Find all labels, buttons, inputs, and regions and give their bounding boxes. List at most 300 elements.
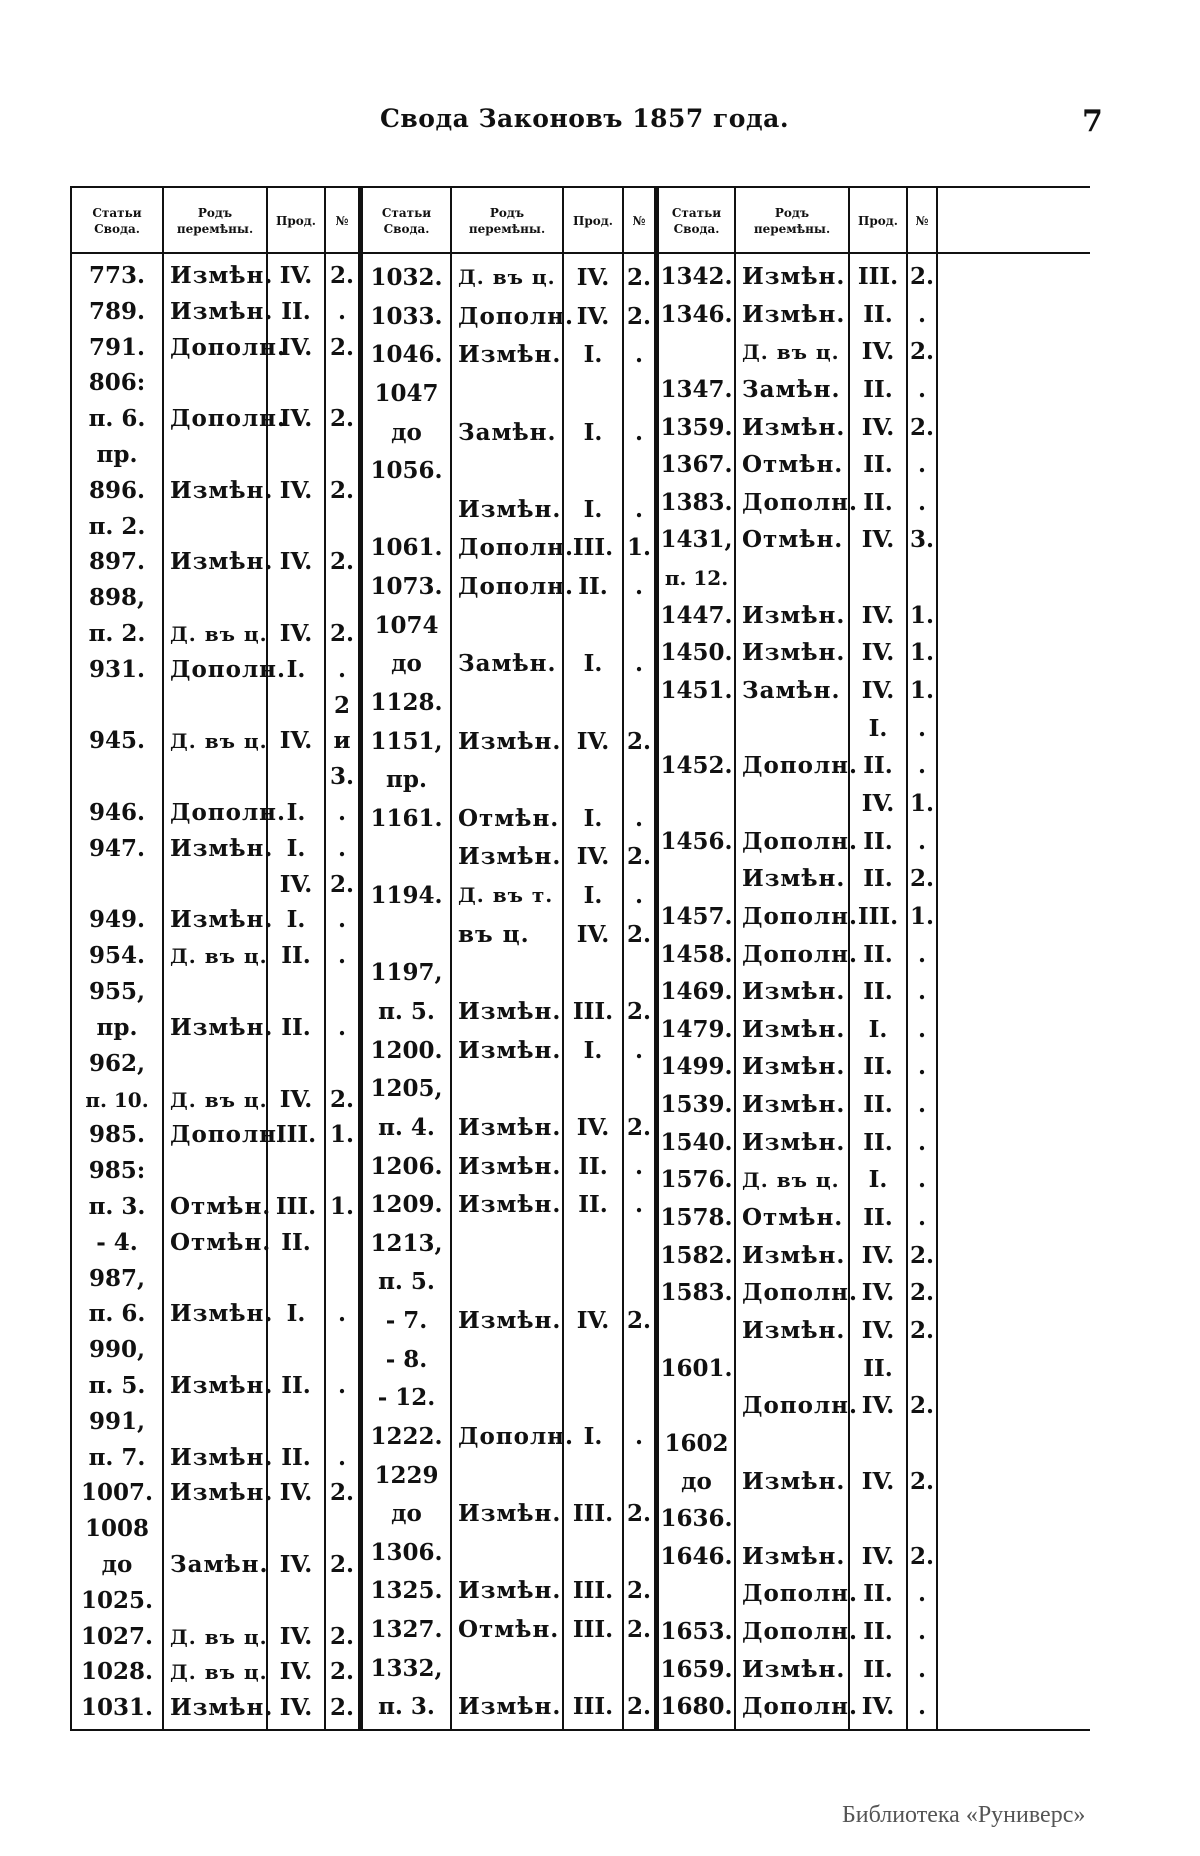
- article-number: п. 12.: [664, 566, 729, 590]
- item-number: 2.: [329, 620, 354, 647]
- article-number: п. 2.: [88, 513, 146, 540]
- section-number: IV.: [279, 1086, 313, 1113]
- item-number: 2.: [626, 728, 651, 755]
- item-number: [326, 974, 358, 1010]
- article-number: [363, 490, 450, 529]
- change-type: Дополн.: [170, 405, 287, 432]
- article-number: 949.: [88, 906, 146, 933]
- section-number: IV.: [279, 727, 313, 754]
- item-number: [624, 760, 654, 799]
- change-type: [164, 688, 266, 724]
- article-number: 773.: [88, 262, 146, 289]
- section-number: IV.: [279, 1551, 313, 1578]
- change-type: Д. въ ц.: [170, 729, 268, 753]
- section-number: II.: [863, 828, 893, 855]
- change-type: [164, 1583, 266, 1619]
- item-number: 2.: [909, 338, 934, 365]
- change-type: Измѣн.: [458, 341, 562, 368]
- change-type: Измѣн.: [170, 906, 274, 933]
- article-number: 1046.: [370, 341, 443, 368]
- article-number: 1206.: [370, 1153, 443, 1180]
- item-number: 2.: [329, 334, 354, 361]
- item-number: [326, 1225, 358, 1261]
- change-type: Замѣн.: [458, 419, 557, 446]
- article-number: - 7.: [385, 1307, 428, 1334]
- header-art-1: Статьи Свода.: [92, 206, 142, 236]
- change-type: [452, 374, 562, 413]
- section-number: [564, 1533, 622, 1572]
- article-number: 1469.: [660, 978, 733, 1005]
- article-number: 1008: [84, 1515, 149, 1542]
- change-type: Измѣн.: [170, 298, 274, 325]
- change-type: [164, 1332, 266, 1368]
- section-number: IV.: [861, 790, 895, 817]
- article-number: 1007.: [80, 1479, 154, 1506]
- article-number: 1025.: [80, 1587, 154, 1614]
- item-number: .: [337, 1014, 346, 1041]
- change-type: [452, 683, 562, 722]
- change-type: Дополн.: [458, 1423, 575, 1450]
- change-type: Измѣн.: [458, 1577, 562, 1604]
- article-number: 945.: [88, 727, 146, 754]
- article-number: 1327.: [370, 1616, 443, 1643]
- item-number: 2.: [626, 921, 651, 948]
- change-type: Измѣн.: [170, 262, 274, 289]
- section-number: [268, 974, 324, 1010]
- article-number: [72, 759, 162, 795]
- section-number: IV.: [861, 526, 895, 553]
- section-number: [564, 374, 622, 413]
- item-number: 2.: [909, 414, 934, 441]
- article-number: 1583.: [660, 1279, 733, 1306]
- item-number: [624, 1533, 654, 1572]
- article-number: 1540.: [660, 1129, 733, 1156]
- article-number: 1659.: [660, 1656, 733, 1683]
- item-number: .: [337, 835, 346, 862]
- article-number: 1346.: [660, 301, 733, 328]
- section-number: IV.: [279, 405, 313, 432]
- article-number: 806:: [88, 369, 146, 396]
- item-number: [326, 1332, 358, 1368]
- section-number: II.: [863, 752, 893, 779]
- section-number: II.: [863, 1618, 893, 1645]
- section-number: [564, 683, 622, 722]
- section-number: [268, 509, 324, 545]
- article-number: [72, 688, 162, 724]
- change-type: Измѣн.: [742, 1317, 846, 1344]
- article-number: [659, 710, 734, 748]
- change-type: [736, 1350, 848, 1388]
- article-number: 791.: [88, 334, 146, 361]
- article-number: 1128.: [370, 689, 443, 716]
- item-number: .: [917, 1693, 926, 1720]
- change-type: Отмѣн.: [742, 526, 844, 553]
- section-number: II.: [863, 1355, 893, 1382]
- article-number: 1074: [374, 612, 439, 639]
- section-number: III.: [857, 903, 899, 930]
- change-type: Дополн.: [742, 903, 859, 930]
- article-number: 1205,: [370, 1075, 443, 1102]
- change-type: [164, 1046, 266, 1082]
- article-number: 1450.: [660, 639, 733, 666]
- item-number: 1.: [329, 1121, 354, 1148]
- change-type: Д. въ ц.: [170, 1088, 268, 1112]
- item-number: [908, 559, 936, 597]
- change-type: въ ц.: [458, 921, 530, 948]
- item-number: 2.: [626, 303, 651, 330]
- change-type: [736, 785, 848, 823]
- section-number: IV.: [576, 1114, 610, 1141]
- change-type: Измѣн.: [742, 1016, 846, 1043]
- item-number: [326, 365, 358, 401]
- section-number: [564, 606, 622, 645]
- change-type: Дополн.: [742, 1693, 859, 1720]
- item-number: .: [634, 882, 643, 909]
- item-number: 2.: [329, 1694, 354, 1721]
- change-type: Отмѣн.: [458, 805, 560, 832]
- header-op-3: Родъ перемѣны.: [753, 206, 831, 236]
- section-number: IV.: [861, 677, 895, 704]
- item-number: 1.: [909, 903, 934, 930]
- change-type: [736, 710, 848, 748]
- item-number: [624, 1378, 654, 1417]
- section-number: [564, 953, 622, 992]
- change-type: Отмѣн.: [458, 1616, 560, 1643]
- change-type: Дополн.: [742, 941, 859, 968]
- article-number: [659, 785, 734, 823]
- change-type: Дополн.: [170, 1121, 287, 1148]
- article-number: 1447.: [660, 602, 733, 629]
- change-type: [164, 1261, 266, 1297]
- article-number: п. 10.: [85, 1088, 149, 1112]
- section-number: [268, 1511, 324, 1547]
- section-number: III.: [572, 1500, 614, 1527]
- section-number: IV.: [576, 264, 610, 291]
- page-header: [0, 104, 1200, 144]
- section-number: IV.: [861, 1242, 895, 1269]
- item-number: .: [917, 752, 926, 779]
- change-type: Измѣн.: [170, 1300, 274, 1327]
- item-number: 2.: [329, 548, 354, 575]
- item-number: [326, 1511, 358, 1547]
- article-number: до: [681, 1468, 712, 1495]
- index-table: [70, 186, 1090, 1731]
- article-number: 1578.: [660, 1204, 733, 1231]
- item-number: .: [337, 1300, 346, 1327]
- change-type: Замѣн.: [458, 650, 557, 677]
- item-number: .: [917, 715, 926, 742]
- article-number: 990,: [88, 1336, 146, 1363]
- article-number: 946.: [88, 799, 146, 826]
- article-number: [659, 1387, 734, 1425]
- change-type: Дополн.: [170, 656, 287, 683]
- section-number: I.: [868, 1016, 888, 1043]
- article-number: п. 7.: [88, 1444, 146, 1471]
- section-number: III.: [572, 1616, 614, 1643]
- section-number: III.: [572, 534, 614, 561]
- article-number: п. 6.: [88, 405, 146, 432]
- section-number: [268, 365, 324, 401]
- article-number: 1576.: [660, 1166, 733, 1193]
- item-number: [624, 1649, 654, 1688]
- section-number: III.: [572, 1693, 614, 1720]
- item-number: 2.: [909, 1279, 934, 1306]
- item-number: [908, 1350, 936, 1388]
- section-number: II.: [281, 298, 311, 325]
- section-number: [268, 759, 324, 795]
- article-number: 896.: [88, 477, 146, 504]
- article-number: пр.: [96, 441, 138, 468]
- change-type: Дополн.: [742, 752, 859, 779]
- change-type: Измѣн.: [742, 1543, 846, 1570]
- item-number: [624, 1069, 654, 1108]
- section-number: I.: [583, 419, 603, 446]
- section-number: I.: [583, 650, 603, 677]
- change-type: Дополн.: [742, 1618, 859, 1645]
- header-no-1: №: [335, 214, 349, 228]
- item-number: [326, 509, 358, 545]
- item-number: [326, 1583, 358, 1619]
- section-number: IV.: [279, 871, 313, 898]
- change-type: [736, 559, 848, 597]
- section-number: I.: [286, 799, 306, 826]
- item-number: [326, 437, 358, 473]
- change-type: Измѣн.: [170, 835, 274, 862]
- section-number: IV.: [279, 1479, 313, 1506]
- article-number: 1056.: [370, 457, 443, 484]
- section-number: II.: [281, 1014, 311, 1041]
- article-number: 1601.: [660, 1355, 733, 1382]
- section-number: IV.: [861, 1392, 895, 1419]
- item-number: и: [333, 727, 351, 754]
- change-type: Замѣн.: [742, 376, 841, 403]
- change-type: Д. въ ц.: [170, 1625, 268, 1649]
- item-number: 1.: [909, 602, 934, 629]
- section-number: IV.: [279, 1694, 313, 1721]
- article-number: 1646.: [660, 1543, 733, 1570]
- change-type: Измѣн.: [170, 477, 274, 504]
- section-number: [564, 760, 622, 799]
- item-number: .: [634, 1153, 643, 1180]
- change-type: Измѣн.: [170, 1694, 274, 1721]
- section-number: [564, 1378, 622, 1417]
- section-number: [564, 1456, 622, 1495]
- change-type: Д. въ ц.: [742, 1168, 840, 1192]
- header-sec-2: Прод.: [573, 214, 613, 228]
- item-number: .: [634, 419, 643, 446]
- item-number: .: [634, 573, 643, 600]
- change-type: Измѣн.: [170, 1014, 274, 1041]
- change-type: Замѣн.: [742, 677, 841, 704]
- article-number: 1209.: [370, 1191, 443, 1218]
- item-number: .: [917, 1016, 926, 1043]
- change-type: Измѣн.: [458, 843, 562, 870]
- section-number: I.: [868, 715, 888, 742]
- change-type: Дополн.: [170, 334, 287, 361]
- article-number: 962,: [88, 1050, 146, 1077]
- section-number: II.: [863, 1053, 893, 1080]
- change-type: Измѣн.: [458, 1693, 562, 1720]
- change-type: Отмѣн.: [170, 1193, 272, 1220]
- change-type: [452, 1340, 562, 1379]
- table-rule: [936, 186, 938, 1731]
- change-type: Измѣн.: [458, 998, 562, 1025]
- item-number: 1.: [909, 790, 934, 817]
- section-number: I.: [583, 496, 603, 523]
- change-type: Д. въ ц.: [170, 1660, 268, 1684]
- article-number: [659, 1312, 734, 1350]
- change-type: [452, 1262, 562, 1301]
- article-number: [659, 860, 734, 898]
- change-type: Дополн.: [458, 534, 575, 561]
- change-type: Измѣн.: [742, 263, 846, 290]
- change-type: Измѣн.: [742, 1656, 846, 1683]
- header-op-1: Родъ перемѣны.: [176, 206, 254, 236]
- section-number: [564, 1262, 622, 1301]
- change-type: Д. въ ц.: [458, 265, 556, 289]
- item-number: .: [337, 799, 346, 826]
- article-number: 897.: [88, 548, 146, 575]
- item-number: [624, 1224, 654, 1263]
- article-number: 1033.: [370, 303, 443, 330]
- article-number: п. 5.: [378, 998, 435, 1025]
- item-number: [624, 1456, 654, 1495]
- article-number: до: [391, 650, 422, 677]
- section-number: [268, 1261, 324, 1297]
- item-number: [624, 683, 654, 722]
- article-number: 1452.: [660, 752, 733, 779]
- change-type: [164, 1404, 266, 1440]
- section-number: I.: [583, 1423, 603, 1450]
- article-number: п. 6.: [88, 1300, 146, 1327]
- article-number: 1582.: [660, 1242, 733, 1269]
- article-number: п. 3.: [378, 1693, 435, 1720]
- header-art-3: Статьи Свода.: [671, 206, 722, 236]
- change-type: Д. въ ц.: [170, 944, 268, 968]
- section-number: IV.: [279, 262, 313, 289]
- section-number: II.: [863, 489, 893, 516]
- change-type: Д. въ ц.: [170, 622, 268, 646]
- article-number: 1680.: [660, 1693, 733, 1720]
- section-number: [564, 1224, 622, 1263]
- article-number: 1200.: [370, 1037, 443, 1064]
- article-number: 1047: [374, 380, 439, 407]
- section-number: III.: [275, 1121, 317, 1148]
- change-type: [452, 1069, 562, 1108]
- section-number: I.: [286, 835, 306, 862]
- change-type: Измѣн.: [742, 978, 846, 1005]
- change-type: [164, 509, 266, 545]
- section-number: [268, 1046, 324, 1082]
- section-number: I.: [583, 882, 603, 909]
- section-number: [268, 437, 324, 473]
- header-op-2: Родъ перемѣны.: [468, 206, 546, 236]
- header-no-2: №: [632, 214, 646, 228]
- item-number: .: [917, 1618, 926, 1645]
- article-number: 1161.: [370, 805, 443, 832]
- section-number: III.: [572, 998, 614, 1025]
- section-number: III.: [275, 1193, 317, 1220]
- item-number: 1.: [626, 534, 651, 561]
- change-type: Измѣн.: [170, 1444, 274, 1471]
- change-type: Измѣн.: [170, 548, 274, 575]
- article-number: 1383.: [660, 489, 733, 516]
- item-number: 2.: [329, 262, 354, 289]
- change-type: Измѣн.: [742, 1468, 846, 1495]
- section-number: IV.: [861, 1468, 895, 1495]
- article-number: до: [101, 1551, 133, 1578]
- article-number: пр.: [386, 766, 427, 793]
- item-number: [326, 580, 358, 616]
- item-number: 2.: [329, 477, 354, 504]
- section-number: II.: [281, 1372, 311, 1399]
- change-type: Отмѣн.: [742, 1204, 844, 1231]
- item-number: .: [634, 496, 643, 523]
- section-number: IV.: [576, 843, 610, 870]
- article-number: 1229: [374, 1462, 439, 1489]
- section-number: I.: [286, 656, 306, 683]
- article-number: п. 5.: [378, 1268, 435, 1295]
- article-number: 1028.: [80, 1658, 154, 1685]
- library-watermark: Библиотека «Руниверс»: [842, 1802, 1086, 1828]
- change-type: Дополн.: [458, 573, 575, 600]
- item-number: .: [917, 1129, 926, 1156]
- change-type: [736, 1425, 848, 1463]
- section-number: II.: [281, 1229, 311, 1256]
- change-type: [164, 1153, 266, 1189]
- item-number: [326, 1153, 358, 1189]
- article-number: 1451.: [660, 677, 733, 704]
- change-type: [164, 365, 266, 401]
- section-number: II.: [863, 1204, 893, 1231]
- item-number: .: [917, 1053, 926, 1080]
- article-number: 1347.: [660, 376, 733, 403]
- item-number: .: [917, 978, 926, 1005]
- article-number: 987,: [88, 1265, 146, 1292]
- item-number: 2.: [626, 1577, 651, 1604]
- item-number: [624, 606, 654, 645]
- item-number: .: [634, 341, 643, 368]
- section-number: IV.: [279, 548, 313, 575]
- article-number: 985:: [88, 1157, 146, 1184]
- section-number: [564, 1340, 622, 1379]
- section-number: II.: [578, 573, 608, 600]
- article-number: 1602: [664, 1430, 729, 1457]
- item-number: [624, 1262, 654, 1301]
- article-number: 1222.: [370, 1423, 443, 1450]
- change-type: [452, 451, 562, 490]
- section-number: [268, 688, 324, 724]
- section-number: IV.: [279, 477, 313, 504]
- item-number: .: [337, 906, 346, 933]
- item-number: [326, 1404, 358, 1440]
- section-number: IV.: [861, 639, 895, 666]
- change-type: Измѣн.: [458, 496, 562, 523]
- section-number: IV.: [861, 602, 895, 629]
- item-number: [326, 1261, 358, 1297]
- change-type: Дополн.: [742, 1279, 859, 1306]
- change-type: Отмѣн.: [170, 1229, 272, 1256]
- item-number: .: [917, 376, 926, 403]
- item-number: [908, 1500, 936, 1538]
- change-type: [164, 580, 266, 616]
- section-number: IV.: [279, 1658, 313, 1685]
- section-number: II.: [578, 1191, 608, 1218]
- item-number: 2.: [626, 1500, 651, 1527]
- change-type: Измѣн.: [458, 1500, 562, 1527]
- change-type: Дополн.: [170, 799, 287, 826]
- section-number: [268, 1153, 324, 1189]
